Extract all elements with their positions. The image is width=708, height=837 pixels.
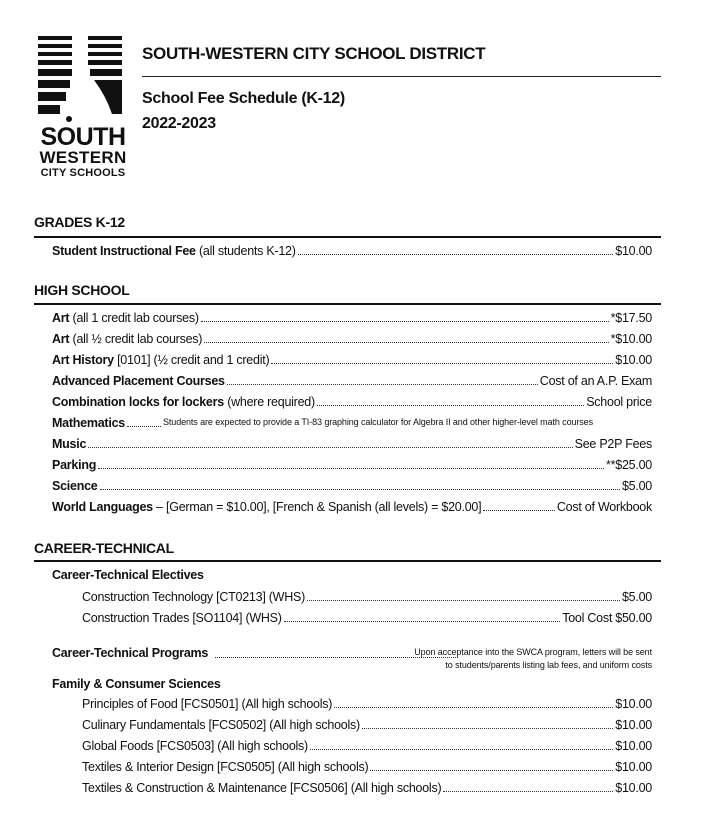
fee-label: Construction Technology [CT0213] (WHS): [82, 590, 306, 604]
fee-price: See P2P Fees: [574, 437, 652, 451]
leader-dots: [307, 600, 620, 601]
fee-label: Student Instructional Fee (all students K-12): [52, 244, 296, 258]
fee-row-construction-trades: [82, 608, 652, 626]
fee-label: Career-Technical Programs: [52, 646, 209, 660]
fee-price: Cost of an A.P. Exam: [539, 374, 652, 388]
fee-price: $10.00: [615, 739, 652, 753]
fee-label: Mathematics: [52, 416, 125, 430]
leader-dots: [310, 749, 613, 750]
fee-row-combination-locks: [52, 392, 652, 410]
subheading-career-technical-electives: Career-Technical Electives: [52, 568, 204, 582]
leader-dots: [227, 384, 538, 385]
fee-label: Principles of Food [FCS0501] (All high schools): [82, 697, 333, 711]
section-divider: [34, 560, 661, 562]
logo-word-city-schools: CITY SCHOOLS: [40, 167, 126, 179]
fee-price: $10.00: [615, 718, 652, 732]
leader-dots: [362, 728, 613, 729]
leader-dots: [483, 510, 555, 511]
fee-price: Cost of Workbook: [556, 500, 652, 514]
fee-note: Upon acceptance into the SWCA program, letters will be sent: [414, 647, 652, 657]
fee-note: Students are expected to provide a TI-83 graphing calculator for Algebra II and other higher-level math courses: [162, 417, 593, 427]
district-logo: [36, 36, 130, 184]
leader-dots: [334, 707, 613, 708]
logo-word-western: WESTERN: [39, 148, 127, 167]
fee-row-construction-technology: [82, 587, 652, 605]
fee-label: Art (all 1 credit lab courses): [52, 311, 199, 325]
fee-label: Construction Trades [SO1104] (WHS): [82, 611, 282, 625]
fee-price: School price: [586, 395, 652, 409]
fee-row-textiles-construction-maintenance: [82, 778, 652, 796]
fee-row-career-technical-programs: [52, 645, 652, 675]
fee-row-global-foods: [82, 736, 652, 754]
fee-label: Global Foods [FCS0503] (All high schools): [82, 739, 308, 753]
section-divider: [34, 236, 661, 238]
fee-price: $10.00: [615, 244, 652, 258]
fee-price: $10.00: [615, 697, 652, 711]
fee-row-student-instructional: [52, 241, 652, 259]
fee-price: $5.00: [621, 479, 652, 493]
fee-row-principles-of-food: [82, 694, 652, 712]
fee-row-art-history: [52, 350, 652, 368]
fee-label: Art History [0101] (½ credit and 1 credit): [52, 353, 270, 367]
leader-dots: [88, 447, 572, 448]
leader-dots: [370, 770, 613, 771]
fee-label: Textiles & Interior Design [FCS0505] (All high schools): [82, 760, 369, 774]
fee-price: $10.00: [615, 781, 652, 795]
fee-row-art-half-credit: [52, 329, 652, 347]
leader-dots: [271, 363, 613, 364]
fee-label: Parking: [52, 458, 97, 472]
leader-dots: [100, 489, 620, 490]
fee-price: $10.00: [615, 353, 652, 367]
section-divider: [34, 303, 661, 305]
leader-dots: [98, 468, 604, 469]
fee-label: Textiles & Construction & Maintenance [FCS0506] (All high schools): [82, 781, 442, 795]
fee-row-art-1-credit: [52, 308, 652, 326]
leader-dots: [201, 321, 609, 322]
fee-price: $10.00: [615, 760, 652, 774]
section-heading-high-school: HIGH SCHOOL: [34, 282, 130, 298]
fee-row-science: [52, 476, 652, 494]
document-title: School Fee Schedule (K-12): [142, 90, 345, 107]
fee-label: Science: [52, 479, 98, 493]
leader-dots: [215, 657, 458, 658]
school-year: 2022-2023: [142, 115, 216, 132]
fee-row-parking: [52, 455, 652, 473]
fee-row-culinary-fundamentals: [82, 715, 652, 733]
header-divider: [142, 76, 661, 77]
leader-dots: [443, 791, 613, 792]
fee-label: World Languages – [German = $10.00], [French & Spanish (all levels) = $20.00]: [52, 500, 482, 514]
fee-price: *$10.00: [610, 332, 652, 346]
subheading-family-consumer-sciences: Family & Consumer Sciences: [52, 677, 221, 691]
fee-row-advanced-placement: [52, 371, 652, 389]
section-heading-grades-k12: GRADES K-12: [34, 214, 125, 230]
fee-label: Combination locks for lockers (where required): [52, 395, 315, 409]
leader-dots: [284, 621, 561, 622]
fee-row-world-languages: [52, 497, 652, 515]
section-heading-career-technical: CAREER-TECHNICAL: [34, 540, 174, 556]
fee-label: Art (all ½ credit lab courses): [52, 332, 203, 346]
leader-dots: [317, 405, 584, 406]
logo-word-south: SOUTH: [40, 123, 126, 151]
fee-label: Advanced Placement Courses: [52, 374, 225, 388]
fee-price: *$17.50: [610, 311, 652, 325]
fee-note: to students/parents listing lab fees, and uniform costs: [445, 660, 652, 670]
fee-row-textiles-interior-design: [82, 757, 652, 775]
district-name: SOUTH-WESTERN CITY SCHOOL DISTRICT: [142, 44, 486, 63]
fee-label: Music: [52, 437, 87, 451]
fee-price: $5.00: [621, 590, 652, 604]
fee-price: **$25.00: [606, 458, 652, 472]
logo-emblem-icon: [36, 36, 130, 126]
fee-row-music: [52, 434, 652, 452]
fee-label: Culinary Fundamentals [FCS0502] (All high schools): [82, 718, 360, 732]
fee-price: Tool Cost $50.00: [562, 611, 652, 625]
fee-row-mathematics: [52, 413, 652, 431]
leader-dots: [298, 254, 614, 255]
leader-dots: [127, 426, 161, 427]
leader-dots: [204, 342, 608, 343]
